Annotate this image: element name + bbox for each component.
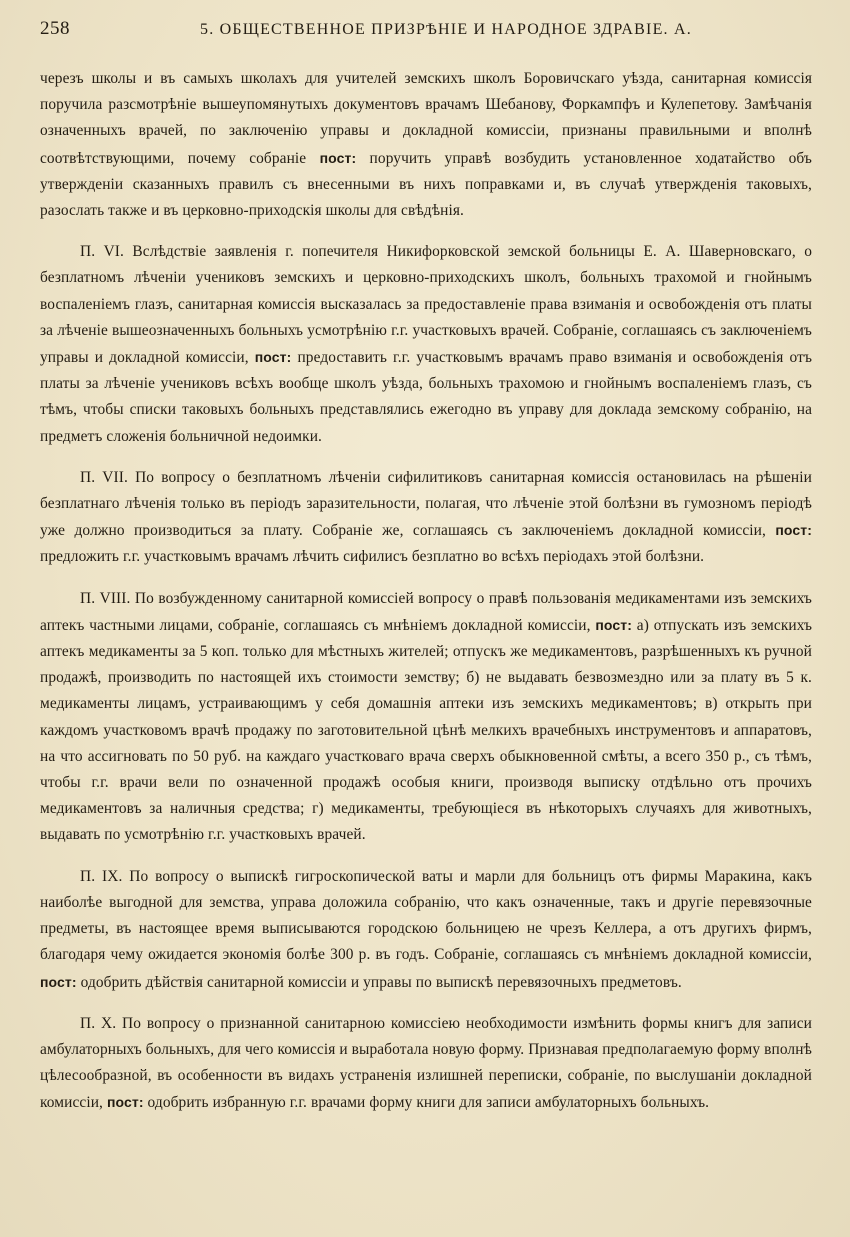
page-header <box>40 18 812 48</box>
running-head: 5. ОБЩЕСТВЕННОЕ ПРИЗРѢНІЕ И НАРОДНОЕ ЗДРАВІЕ. А. <box>200 21 692 38</box>
paragraph-continuation <box>40 66 812 224</box>
body-text <box>40 66 812 1117</box>
paragraph-item-vi <box>40 239 812 450</box>
paragraph-text: П. VI. Вслѣдствіе заявленія г. попечителя Никифорковской земской больницы Е. А. Шаверновскаго, о безплатномъ лѣченіи учениковъ земскихъ и церковно-приходскихъ школъ, больныхъ трахомой и гнойнымъ воспаленіемъ глазъ, санитарная комиссія высказалась за предоставленіе права взиманія и освобожденія отъ платы за лѣченіе вышеозначенныхъ больныхъ усмотрѣнію г.г. участковыхъ врачей. Собраніе, соглашаясь съ заключеніемъ управы и докладной комиссіи, <box>40 243 812 367</box>
resolution-marker: пост: <box>106 1094 144 1111</box>
resolution-marker: пост: <box>40 973 77 990</box>
paragraph-text: П. VII. По вопросу о безплатномъ лѣченіи сифилитиковъ санитарная комиссія остановилась на рѣшеніи безплатнаго лѣченія только въ періодъ заразительности, полагая, что лѣченіе этой болѣзни въ гумозномъ періодѣ уже должно производиться за плату. Собраніе же, соглашаясь съ заключеніемъ докладной комиссіи, <box>40 468 812 540</box>
paragraph-text: а) отпускать изъ земскихъ аптекъ медикаменты за 5 коп. только для мѣстныхъ жителей; отпускъ же медикаментовъ, разрѣшенныхъ къ ручной продажѣ, производить по настоящей ихъ стоимости земству; б) не выдавать безвозмездно или за плату въ 5 к. медикаменты лицамъ, устраивающимъ у себя домашнія аптеки изъ земскихъ медикаментовъ; в) открыть при каждомъ участковомъ врачѣ продажу по заготовительной цѣнѣ мелкихъ врачебныхъ инструментовъ и аппаратовъ, на что ассигновать по 50 руб. на каждаго участковаго врача сверхъ обыкновенной смѣты, а всего 350 р., съ тѣмъ, чтобы г.г. врачи вели по означенной продажѣ особыя книги, производя выписку отдѣльно отъ прочихъ медикаментовъ за наличныя средства; г) медикаменты, требующіеся въ нѣкоторыхъ случаяхъ для животныхъ, выдавать по усмотрѣнію г.г. участковыхъ врачей. <box>40 616 813 844</box>
resolution-marker: пост: <box>775 522 812 539</box>
paragraph-text: П. IX. По вопросу о выпискѣ гигроскопической ваты и марли для больницъ отъ фирмы Маракина, какъ наиболѣе выгодной для земства, управа доложила собранію, что какъ означенные, такъ и другіе перевязочные предметы, въ настоящее время выписываются городскою больницею не чрезъ Келлера, а отъ другихъ фирмъ, благодаря чему ожидается экономія болѣе 300 р. въ годъ. Собраніе, соглашаясь съ мнѣніемъ докладной комиссіи, <box>40 867 812 964</box>
paragraph-text: черезъ школы и въ самыхъ школахъ для учителей земскихъ школъ Боровичскаго уѣзда, санитарная комиссія поручила разсмотрѣніе вышеупомянутыхъ документовъ врачамъ Шебанову, Форкампфъ и Кулепетову. Замѣчанія означенныхъ врачей, по заключенію управы и докладной комиссіи, признаны правильными и вполнѣ соотвѣтствующими, почему собраніе <box>40 70 812 167</box>
paragraph-item-viii <box>40 586 812 849</box>
paragraph-text: предоставить г.г. участковымъ врачамъ право взиманія и освобожденія отъ платы за лѣченіе учениковъ всѣхъ вообще школъ уѣзда, больныхъ трахомою и гнойнымъ воспаленіемъ глазъ, съ тѣмъ, чтобы списки таковыхъ больныхъ представлялись ежегодно въ управу для доклада земскому собранію, на предметъ сложенія больничной недоимки. <box>40 349 813 445</box>
paragraph-text: предложить г.г. участковымъ врачамъ лѣчить сифилисъ безплатно во всѣхъ періодахъ этой болѣзни. <box>40 548 705 566</box>
resolution-marker: пост: <box>595 616 632 633</box>
resolution-marker: пост: <box>254 349 292 366</box>
resolution-marker: пост: <box>319 149 357 166</box>
paragraph-text: поручить управѣ возбудить установленное ходатайство объ утвержденіи сказанныхъ правилъ съ внесенными въ нихъ поправками и, въ случаѣ утвержденія таковыхъ, разослать также и въ церковно-приходскія школы для свѣдѣнія. <box>40 149 812 220</box>
paragraph-text: одобрить избранную г.г. врачами форму книги для записи амбулаторныхъ больныхъ. <box>143 1094 710 1112</box>
paragraph-item-ix <box>40 864 812 996</box>
paragraph-text: одобрить дѣйствія санитарной комиссіи и управы по выпискѣ перевязочныхъ предметовъ. <box>76 973 682 991</box>
paragraph-item-x <box>40 1011 812 1117</box>
page-number: 258 <box>40 18 70 39</box>
paragraph-text: П. VIII. По возбужденному санитарной комиссіей вопросу о правѣ пользованія медикаментами изъ земскихъ аптекъ частными лицами, собраніе, соглашаясь съ мнѣніемъ докладной комиссіи, <box>40 589 812 634</box>
paragraph-item-vii <box>40 465 812 571</box>
paragraph-text: П. X. По вопросу о признанной санитарною комиссіею необходимости измѣнить формы книгъ для записи амбулаторныхъ больныхъ, для чего комиссія и выработала новую форму. Признавая предполагаемую форму вполнѣ цѣлесообразной, въ особенности въ видахъ устраненія излишней переписки, собраніе, по выслушаніи докладной комиссіи, <box>40 1014 812 1112</box>
